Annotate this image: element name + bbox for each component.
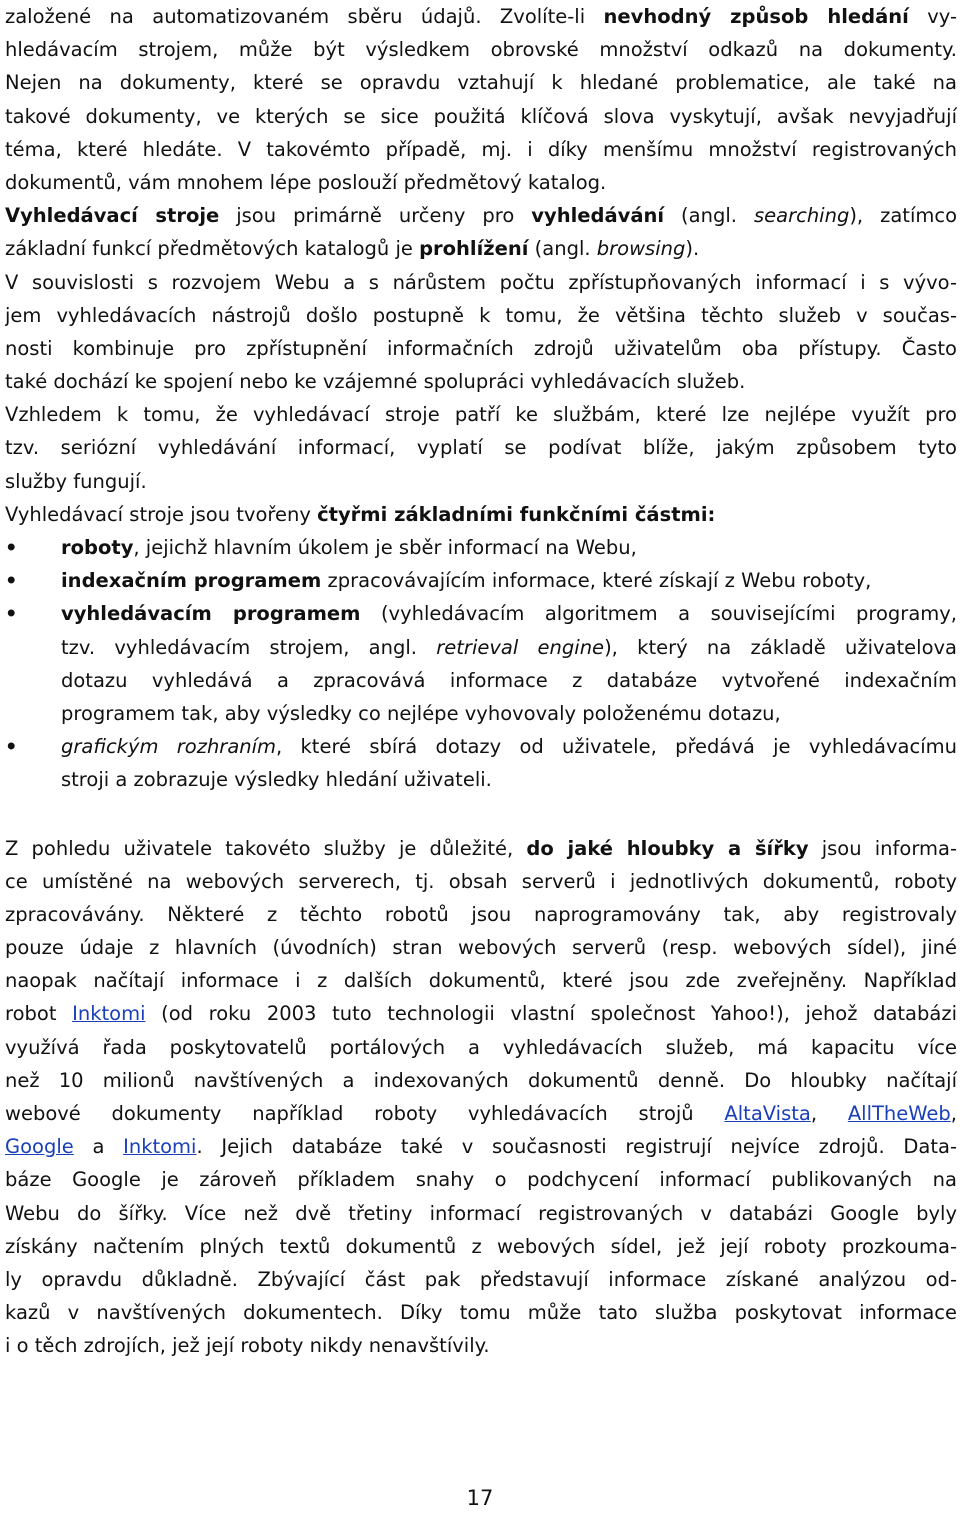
text-line: i o těch zdrojích, jež její roboty nikdy nenavštívily. <box>5 1334 490 1358</box>
italic-term: browsing <box>596 237 686 261</box>
text-line: tzv. seriózní vyhledávání informací, vyplatí se podívat blíže, jakým způsobem tyto <box>5 436 957 460</box>
text-line: naopak načítají informace i z dalších dokumentů, které jsou zde zveřejněny. Například <box>5 969 957 993</box>
text-line: takové dokumenty, ve kterých se sice použitá klíčová slova vyskytují, avšak nevyjadřují <box>5 104 957 128</box>
bullet-icon: • <box>5 536 18 559</box>
text-line: pouze údaje z hlavních (úvodních) stran webových serverů (resp. webových sídel), jiné <box>5 936 957 960</box>
text-line: V souvislosti s rozvojem Webu a s nárůstem počtu zpřístupňovaných informací i s vývo- <box>5 270 957 294</box>
list-item: • grafickým rozhraním, které sbírá dotazy od uživatele, předává je vyhledávacímu <box>5 730 957 763</box>
text-line: nosti kombinuje pro zpřístupnění informačních zdrojů uživatelům oba přístupy. Často <box>5 336 957 360</box>
list-item: • roboty, jejichž hlavním úkolem je sběr informací na Webu, <box>5 531 957 564</box>
text-line: kazů v navštívených dokumentech. Díky tomu může tato služba poskytovat informace <box>5 1301 957 1325</box>
text-line: získány načtením plných textů dokumentů z webových sídel, jež její roboty prozkouma- <box>5 1234 957 1258</box>
text-line: Google a Inktomi. Jejich databáze také v současnosti registrují nejvíce zdrojů. Data- <box>5 1135 957 1159</box>
bold-term: do jaké hloubky a šířky <box>526 836 809 860</box>
text-line: Vyhledávací stroje jsou tvořeny čtyřmi základními funkčními částmi: <box>5 502 716 526</box>
document-page <box>5 0 957 1363</box>
text-line: jem vyhledávacích nástrojů došlo postupně k tomu, že většina těchto služeb v součas- <box>5 303 957 327</box>
page-number: 17 <box>466 1486 494 1510</box>
text-line: dotazu vyhledává a zpracovává informace z databáze vytvořené indexačním <box>61 668 957 692</box>
text-line: ly opravdu důkladně. Zbývající část pak představují informace získané analýzou od- <box>5 1267 957 1291</box>
italic-term: retrieval engine <box>436 635 605 659</box>
text-line: hledávacím strojem, může být výsledkem obrovské množství odkazů na dokumenty. <box>5 38 957 62</box>
text-line: webové dokumenty například roboty vyhledávacích strojů AltaVista, AllTheWeb, <box>5 1102 957 1125</box>
text-line: báze Google je zároveň příkladem snahy o podchycení informací publikovaných na <box>5 1168 957 1192</box>
link-inktomi[interactable]: Inktomi <box>72 1002 146 1026</box>
bold-term: nevhodný způsob hledání <box>603 5 909 28</box>
text-line: programem tak, aby výsledky co nejlépe vyhovovaly položenému dotazu, <box>61 701 781 725</box>
text-line: robot Inktomi (od roku 2003 tuto technologii vlastní společnost Yahoo!), jehož databázi <box>5 1002 957 1026</box>
text-line: téma, které hledáte. V takovémto případě, mj. i díky menšímu množství registrovaných <box>5 137 957 161</box>
text-line: Nejen na dokumenty, které se opravdu vztahují k hledané problematice, ale také na <box>5 71 957 95</box>
link-google[interactable]: Google <box>5 1135 74 1159</box>
text-line: zpracovávány. Některé z těchto robotů jsou naprogramovány tak, aby registrovaly <box>5 902 957 926</box>
text-line: stroji a zobrazuje výsledky hledání uživateli. <box>61 768 492 792</box>
text-line: dokumentů, vám mnohem lépe poslouží předmětový katalog. <box>5 170 607 194</box>
bold-term: vyhledávání <box>531 204 665 228</box>
link-altavista[interactable]: AltaVista <box>724 1102 811 1125</box>
text-line: než 10 milionů navštívených a indexovaných dokumentů denně. Do hloubky načítají <box>5 1068 957 1092</box>
bullet-icon: • <box>5 602 18 626</box>
text-line: Webu do šířky. Více než dvě třetiny informací registrovaných v databázi Google byly <box>5 1201 957 1225</box>
bold-term: indexačním programem <box>61 569 322 593</box>
italic-term: searching <box>753 204 850 228</box>
list-item: • vyhledávacím programem (vyhledávacím algoritmem a souvisejícími programy, <box>5 597 957 630</box>
bullet-icon: • <box>5 569 18 593</box>
text-line: založené na automatizovaném sběru údajů. Zvolíte-li nevhodný způsob hledání vy- <box>5 5 957 28</box>
text-line: ce umístěné na webových serverech, tj. obsah serverů i jednotlivých dokumentů, roboty <box>5 869 957 893</box>
link-inktomi[interactable]: Inktomi <box>123 1135 197 1159</box>
text-line: základní funkcí předmětových katalogů je prohlížení (angl. browsing). <box>5 237 700 261</box>
link-alltheweb[interactable]: AllTheWeb <box>847 1102 951 1125</box>
text-line: využívá řada poskytovatelů portálových a vyhledávacích služeb, má kapacitu více <box>5 1035 957 1059</box>
text-line: Vzhledem k tomu, že vyhledávací stroje patří ke službám, které lze nejlépe využít pro <box>5 403 957 427</box>
bold-term: vyhledávacím programem <box>61 602 361 626</box>
text-line: Vyhledávací stroje jsou primárně určeny pro vyhledávání (angl. searching), zatímco <box>5 204 957 228</box>
bold-term: Vyhledávací stroje <box>5 204 220 228</box>
text-line: také dochází ke spojení nebo ke vzájemné spolupráci vyhledávacích služeb. <box>5 370 746 394</box>
italic-term: grafickým rozhraním <box>61 735 277 759</box>
text-line: Z pohledu uživatele takovéto služby je důležité, do jaké hloubky a šířky jsou informa- <box>5 836 957 860</box>
bold-term: čtyřmi základními funkčními částmi: <box>317 502 716 526</box>
list-item: • indexačním programem zpracovávajícím informace, které získají z Webu roboty, <box>5 564 957 597</box>
bold-term: prohlížení <box>419 237 529 261</box>
text-line: tzv. vyhledávacím strojem, angl. retrieval engine), který na základě uživatelova <box>61 635 957 659</box>
bold-term: roboty <box>61 536 134 559</box>
bullet-icon: • <box>5 735 18 759</box>
text-line: služby fungují. <box>5 469 147 493</box>
